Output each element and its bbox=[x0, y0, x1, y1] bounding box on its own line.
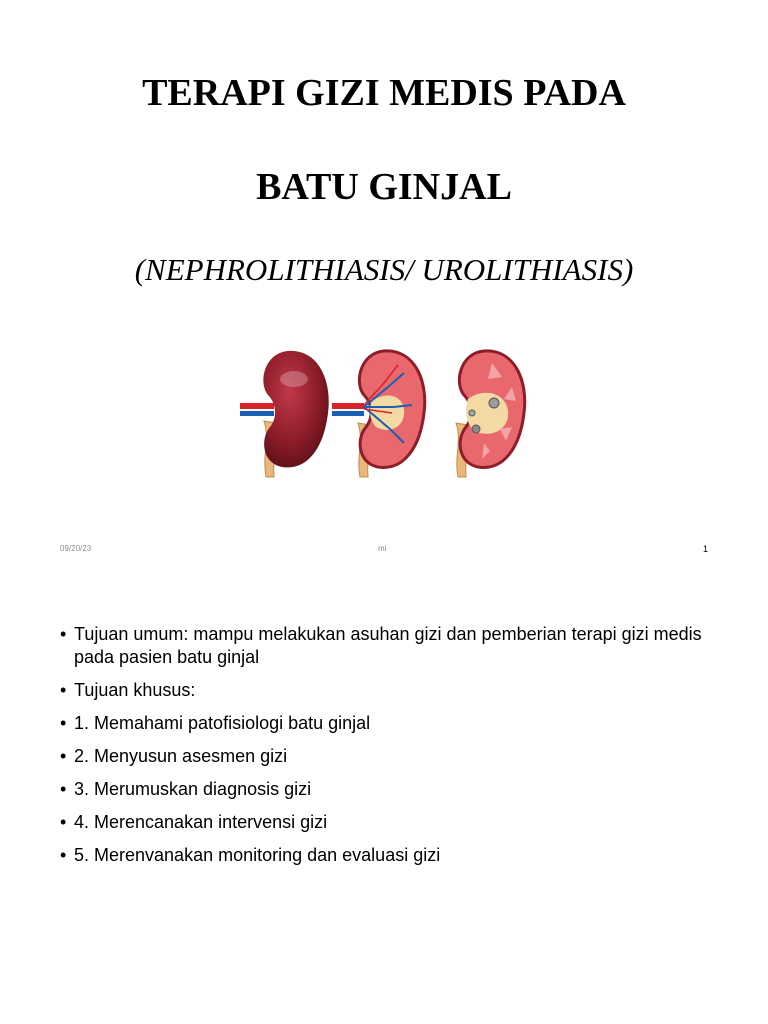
slide-title-line-1: TERAPI GIZI MEDIS PADA bbox=[142, 72, 626, 114]
slide-2 bbox=[0, 575, 768, 1024]
list-item: • 1. Memahami patofisiologi batu ginjal bbox=[60, 712, 720, 735]
footer-author: mi bbox=[378, 544, 387, 553]
objectives-list bbox=[60, 623, 720, 877]
kidney-stone-2 bbox=[472, 425, 480, 433]
list-item: • 3. Merumuskan diagnosis gizi bbox=[60, 778, 720, 801]
kidney-stone-1 bbox=[489, 398, 499, 408]
list-item: • Tujuan khusus: bbox=[60, 679, 720, 702]
kidney-shape-1 bbox=[263, 351, 328, 468]
kidney-stone-3 bbox=[469, 410, 475, 416]
list-item: • 4. Merencanakan intervensi gizi bbox=[60, 811, 720, 834]
kidney-highlight-1 bbox=[280, 371, 308, 387]
footer-date: 09/20/23 bbox=[60, 544, 92, 553]
vein-2 bbox=[332, 411, 364, 416]
vein-1 bbox=[240, 411, 274, 416]
list-item: • 2. Menyusun asesmen gizi bbox=[60, 745, 720, 768]
kidney-illustration bbox=[236, 343, 532, 479]
kidney-cross-section bbox=[332, 351, 425, 477]
list-item: • Tujuan umum: mampu melakukan asuhan gizi dan pemberian terapi gizi medis pada pasien batu ginjal bbox=[60, 623, 720, 669]
artery-2 bbox=[332, 403, 364, 409]
kidney-with-stones bbox=[456, 351, 525, 477]
slide-title-line-2: BATU GINJAL bbox=[256, 166, 512, 208]
list-item: • 5. Merenvanakan monitoring dan evaluasi gizi bbox=[60, 844, 720, 867]
kidney-exterior bbox=[240, 351, 329, 477]
slide-subtitle: (NEPHROLITHIASIS/ UROLITHIASIS) bbox=[134, 252, 634, 287]
artery-1 bbox=[240, 403, 274, 409]
footer-page-number: 1 bbox=[703, 544, 709, 554]
